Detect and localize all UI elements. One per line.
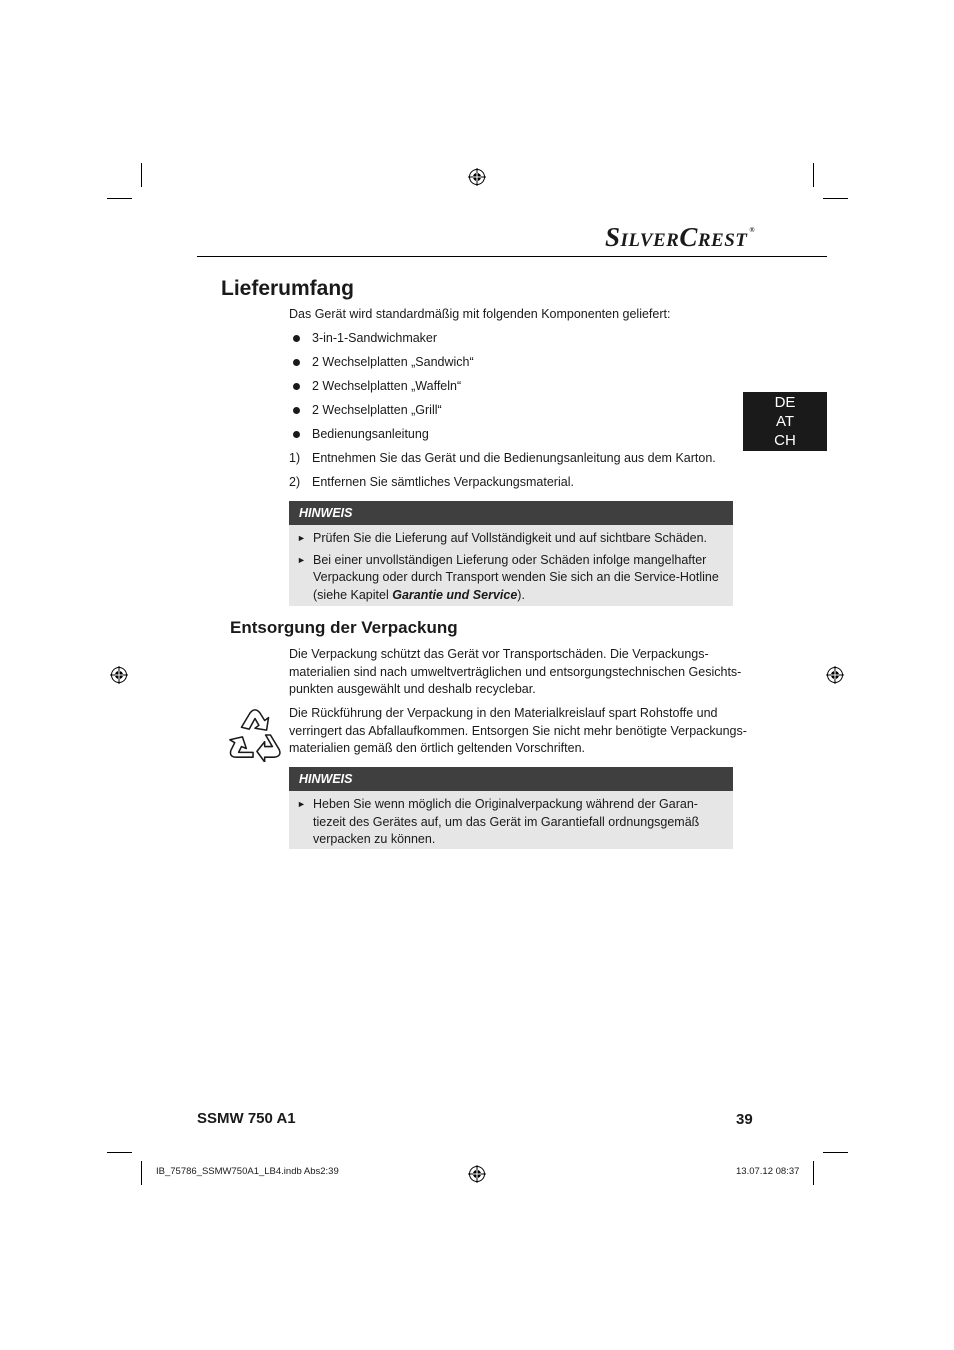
registration-mark-icon bbox=[826, 666, 844, 684]
note-box-packaging bbox=[289, 767, 733, 849]
list-item: 2 Wechselplatten „Grill“ bbox=[289, 402, 474, 426]
recycle-icon bbox=[226, 706, 284, 762]
step-item: 2) Entfernen Sie sämtliches Verpackungsmaterial. bbox=[289, 475, 574, 489]
list-item: 2 Wechselplatten „Waffeln“ bbox=[289, 378, 474, 402]
bullet-dot-icon bbox=[293, 431, 300, 438]
note-item: ► Prüfen Sie die Lieferung auf Vollständigkeit und auf sichtbare Schäden. bbox=[313, 530, 723, 548]
registration-mark-icon bbox=[468, 1165, 486, 1183]
section-title-lieferumfang: Lieferumfang bbox=[221, 277, 355, 300]
arrow-right-icon: ► bbox=[297, 533, 306, 543]
print-slug-date: 13.07.12 08:37 bbox=[736, 1166, 800, 1177]
page-number: 39 bbox=[736, 1111, 753, 1128]
print-slug-file: IB_75786_SSMW750A1_LB4.indb Abs2:39 bbox=[156, 1166, 339, 1177]
bullet-dot-icon bbox=[293, 359, 300, 366]
silvercrest-logo: SILVERCREST ® bbox=[605, 222, 756, 252]
crop-mark bbox=[813, 1161, 814, 1185]
crop-mark bbox=[823, 1152, 848, 1153]
note-item: ► Heben Sie wenn möglich die Originalverpackung während der Garan- tiezeit des Gerätes auf, um das Gerät im Garantiefall ordnungsgemäß verpacken zu können. bbox=[297, 797, 700, 846]
bullet-dot-icon bbox=[293, 335, 300, 342]
language-tab bbox=[743, 392, 827, 451]
note-heading: HINWEIS bbox=[289, 501, 733, 525]
crop-mark bbox=[813, 163, 814, 187]
lang-at: AT bbox=[775, 413, 795, 430]
section-title-entsorgung: Entsorgung der Verpackung bbox=[230, 618, 458, 637]
list-item: Bedienungsanleitung bbox=[289, 426, 474, 450]
intro-text: Das Gerät wird standardmäßig mit folgenden Komponenten geliefert: bbox=[289, 307, 671, 321]
note-list bbox=[289, 791, 733, 857]
lang-ch: CH bbox=[774, 432, 796, 449]
arrow-right-icon: ► bbox=[297, 799, 306, 809]
crop-mark bbox=[107, 1152, 132, 1153]
header-rule bbox=[197, 256, 827, 257]
list-item: 3-in-1-Sandwichmaker bbox=[289, 330, 474, 354]
model-number: SSMW 750 A1 bbox=[197, 1110, 296, 1127]
paragraph-packaging: Die Verpackung schützt das Gerät vor Transportschäden. Die Verpackungs- materialien sind nach umweltverträglichen und entsorgungstechnischen Gesichts- punkten ausgewählt und deshalb recyclebar. bbox=[289, 647, 742, 696]
registration-mark-icon bbox=[468, 168, 486, 186]
note-item: ► Bei einer unvollständigen Lieferung oder Schäden infolge mangelhafter Verpackung oder durch Transport wenden Sie sich an die Service-Hotline (siehe Kapitel Garantie und Service). bbox=[297, 552, 719, 602]
crop-mark bbox=[823, 198, 848, 199]
bullet-dot-icon bbox=[293, 407, 300, 414]
note-heading: HINWEIS bbox=[289, 767, 733, 791]
component-list bbox=[289, 330, 474, 450]
arrow-right-icon: ► bbox=[297, 554, 306, 565]
note-box-delivery bbox=[289, 501, 733, 606]
paragraph-recycling: Die Rückführung der Verpackung in den Materialkreislauf spart Rohstoffe und verringert das Abfallaufkommen. Entsorgen Sie nicht mehr benötigte Verpackungs- materialien gemäß den örtlich geltenden Vorschriften. bbox=[289, 706, 747, 755]
bullet-dot-icon bbox=[293, 383, 300, 390]
unpacking-steps bbox=[289, 450, 716, 498]
list-item: 2 Wechselplatten „Sandwich“ bbox=[289, 354, 474, 378]
crop-mark bbox=[107, 198, 132, 199]
step-item: 1) Entnehmen Sie das Gerät und die Bedienungsanleitung aus dem Karton. bbox=[289, 451, 716, 465]
registration-mark-icon bbox=[110, 666, 128, 684]
crop-mark bbox=[141, 163, 142, 187]
crop-mark bbox=[141, 1161, 142, 1185]
note-list bbox=[289, 525, 733, 612]
lang-de: DE bbox=[774, 394, 796, 411]
